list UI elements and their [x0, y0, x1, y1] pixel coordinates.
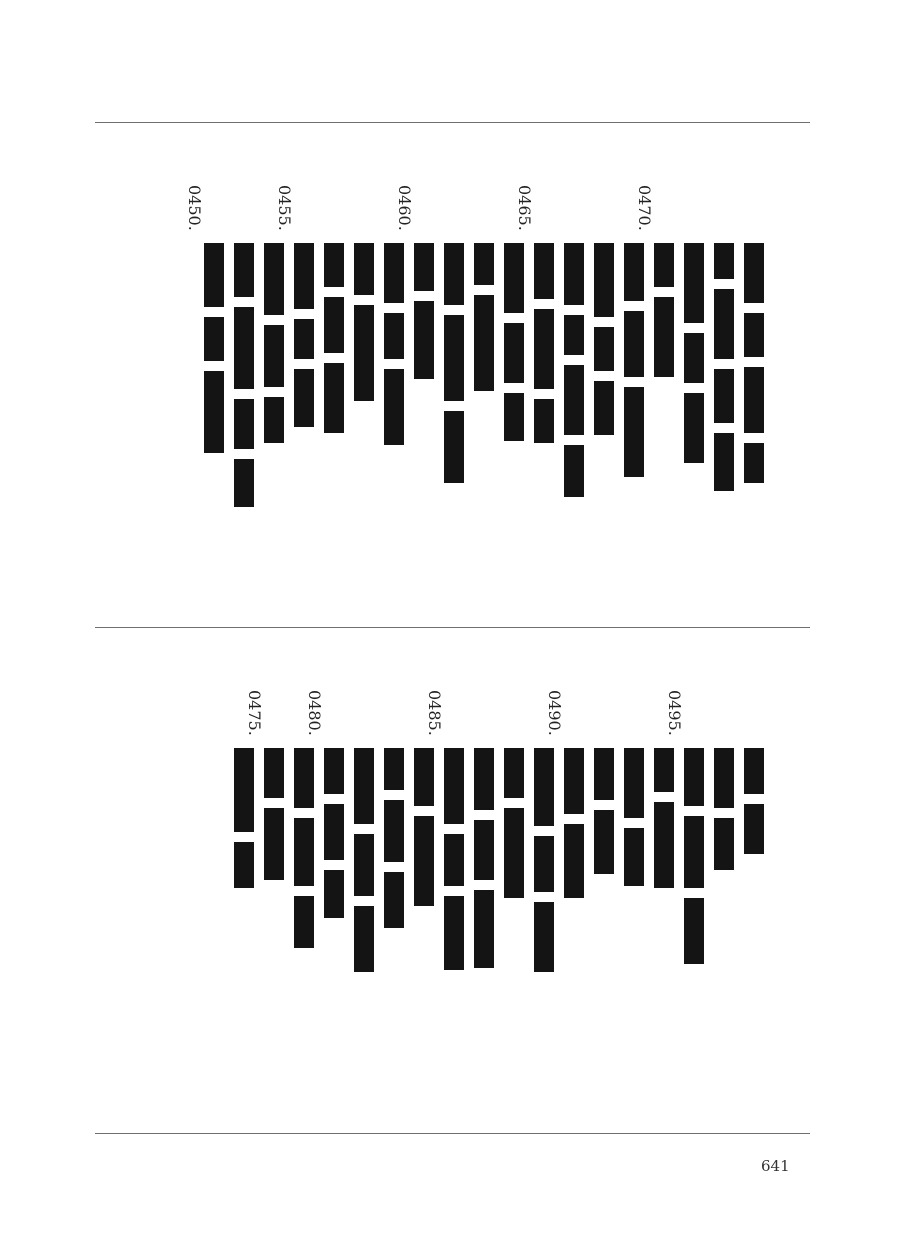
text-column: [350, 135, 378, 605]
mongolian-script-word: [204, 317, 224, 361]
text-column: [440, 135, 468, 605]
mongolian-script-word: [504, 393, 524, 441]
line-number: 0465.: [515, 185, 534, 231]
mongolian-script-word: [444, 411, 464, 483]
mongolian-script-word: [414, 243, 434, 291]
mongolian-script-word: [264, 243, 284, 315]
mongolian-script-word: [534, 399, 554, 443]
text-column: [740, 640, 768, 1120]
text-column: [710, 640, 738, 1120]
mongolian-script-word: [654, 297, 674, 377]
mongolian-script-word: [714, 748, 734, 808]
text-column: [500, 640, 528, 1120]
mongolian-script-word: [234, 307, 254, 389]
text-column: [245, 640, 288, 1120]
mongolian-script-word: [264, 397, 284, 443]
text-column: [590, 135, 618, 605]
mongolian-script-word: [564, 243, 584, 305]
mongolian-script-word: [714, 243, 734, 279]
mongolian-script-word: [264, 325, 284, 387]
text-column: [380, 135, 408, 605]
mongolian-script-word: [294, 818, 314, 886]
text-column: [470, 640, 498, 1120]
mongolian-script-word: [264, 808, 284, 880]
mongolian-script-word: [504, 323, 524, 383]
mongolian-script-word: [294, 369, 314, 427]
mongolian-script-word: [594, 810, 614, 874]
mongolian-script-word: [444, 834, 464, 886]
text-column: [620, 135, 648, 605]
text-column: [320, 135, 348, 605]
mongolian-script-word: [624, 387, 644, 477]
mongolian-script-word: [384, 872, 404, 928]
mongolian-script-word: [414, 816, 434, 906]
mongolian-script-word: [534, 243, 554, 299]
mongolian-script-word: [354, 834, 374, 896]
mongolian-script-word: [744, 804, 764, 854]
mongolian-script-word: [474, 890, 494, 968]
mongolian-script-word: [564, 365, 584, 435]
mongolian-script-word: [714, 818, 734, 870]
text-column: [710, 135, 738, 605]
mongolian-script-word: [234, 399, 254, 449]
text-column: [635, 135, 678, 605]
mongolian-script-word: [444, 243, 464, 305]
mongolian-script-word: [564, 445, 584, 497]
mongolian-script-word: [594, 327, 614, 371]
mongolian-script-word: [744, 367, 764, 433]
top-rule: [95, 122, 810, 123]
text-column: [230, 640, 258, 1120]
mongolian-script-word: [294, 243, 314, 309]
mongolian-script-word: [534, 902, 554, 972]
mongolian-script-word: [354, 243, 374, 295]
line-number: 0490.: [545, 690, 564, 736]
mongolian-script-word: [294, 896, 314, 948]
mongolian-script-word: [714, 289, 734, 359]
text-column: [380, 640, 408, 1120]
mongolian-script-word: [324, 243, 344, 287]
line-number: 0485.: [425, 690, 444, 736]
mongolian-script-word: [444, 315, 464, 401]
mongolian-script-word: [624, 311, 644, 377]
mongolian-script-word: [474, 243, 494, 285]
text-column: [560, 135, 588, 605]
mongolian-script-word: [744, 243, 764, 303]
mongolian-script-word: [744, 443, 764, 483]
text-column: [395, 135, 438, 605]
top-text-block: [100, 135, 740, 605]
mongolian-script-word: [384, 748, 404, 790]
line-number: 0460.: [395, 185, 414, 231]
line-number: 0475.: [245, 690, 264, 736]
mongolian-script-word: [324, 804, 344, 860]
mongolian-script-word: [384, 243, 404, 303]
mongolian-script-word: [384, 800, 404, 862]
mongolian-script-word: [654, 748, 674, 792]
text-column: [350, 640, 378, 1120]
text-column: [515, 135, 558, 605]
middle-rule: [95, 627, 810, 628]
mongolian-script-word: [234, 748, 254, 832]
mongolian-script-word: [354, 906, 374, 972]
mongolian-script-word: [414, 301, 434, 379]
text-column: [545, 640, 588, 1120]
mongolian-script-word: [654, 243, 674, 287]
mongolian-script-word: [684, 748, 704, 806]
mongolian-script-word: [324, 870, 344, 918]
mongolian-script-word: [714, 433, 734, 491]
mongolian-script-word: [204, 243, 224, 307]
text-column: [185, 135, 228, 605]
mongolian-script-word: [234, 842, 254, 888]
mongolian-script-word: [324, 748, 344, 794]
text-column: [665, 640, 708, 1120]
line-number: 0480.: [305, 690, 324, 736]
bottom-rule: [95, 1133, 810, 1134]
mongolian-script-word: [534, 748, 554, 826]
text-column: [590, 640, 618, 1120]
text-column: [410, 640, 438, 1120]
text-column: [680, 135, 708, 605]
mongolian-script-word: [264, 748, 284, 798]
mongolian-script-word: [684, 393, 704, 463]
mongolian-script-word: [324, 297, 344, 353]
mongolian-script-word: [204, 371, 224, 453]
text-column: [290, 640, 318, 1120]
mongolian-script-word: [684, 333, 704, 383]
mongolian-script-word: [744, 313, 764, 357]
mongolian-script-word: [474, 748, 494, 810]
mongolian-script-word: [684, 816, 704, 888]
text-column: [230, 135, 258, 605]
text-column: [470, 135, 498, 605]
mongolian-script-word: [654, 802, 674, 888]
mongolian-script-word: [474, 820, 494, 880]
mongolian-script-word: [624, 748, 644, 818]
text-column: [530, 640, 558, 1120]
text-column: [305, 640, 348, 1120]
mongolian-script-word: [594, 748, 614, 800]
page-number: 641: [761, 1157, 790, 1175]
mongolian-script-word: [714, 369, 734, 423]
line-number: 0470.: [635, 185, 654, 231]
mongolian-script-word: [534, 309, 554, 389]
text-column: [650, 640, 678, 1120]
mongolian-script-word: [504, 243, 524, 313]
text-column: [740, 135, 768, 605]
text-column: [425, 640, 468, 1120]
mongolian-script-word: [564, 315, 584, 355]
mongolian-script-word: [684, 243, 704, 323]
line-number: 0495.: [665, 690, 684, 736]
mongolian-script-word: [294, 748, 314, 808]
mongolian-script-word: [504, 748, 524, 798]
text-column: [275, 135, 318, 605]
mongolian-script-word: [444, 748, 464, 824]
mongolian-script-word: [384, 313, 404, 359]
mongolian-script-word: [594, 243, 614, 317]
mongolian-script-word: [354, 305, 374, 401]
line-number: 0455.: [275, 185, 294, 231]
mongolian-script-word: [444, 896, 464, 970]
text-column: [500, 135, 528, 605]
mongolian-script-word: [744, 748, 764, 794]
mongolian-script-word: [414, 748, 434, 806]
mongolian-script-word: [564, 748, 584, 814]
mongolian-script-word: [294, 319, 314, 359]
mongolian-script-word: [474, 295, 494, 391]
mongolian-script-word: [564, 824, 584, 898]
mongolian-script-word: [384, 369, 404, 445]
bottom-text-block: [100, 640, 740, 1120]
mongolian-script-word: [234, 459, 254, 507]
text-column: [260, 135, 288, 605]
mongolian-script-word: [504, 808, 524, 898]
mongolian-script-word: [354, 748, 374, 824]
mongolian-script-word: [534, 836, 554, 892]
mongolian-script-word: [624, 243, 644, 301]
line-number: 0450.: [185, 185, 204, 231]
mongolian-script-word: [594, 381, 614, 435]
mongolian-script-word: [234, 243, 254, 297]
mongolian-script-word: [684, 898, 704, 964]
mongolian-script-word: [624, 828, 644, 886]
mongolian-script-word: [324, 363, 344, 433]
text-column: [620, 640, 648, 1120]
